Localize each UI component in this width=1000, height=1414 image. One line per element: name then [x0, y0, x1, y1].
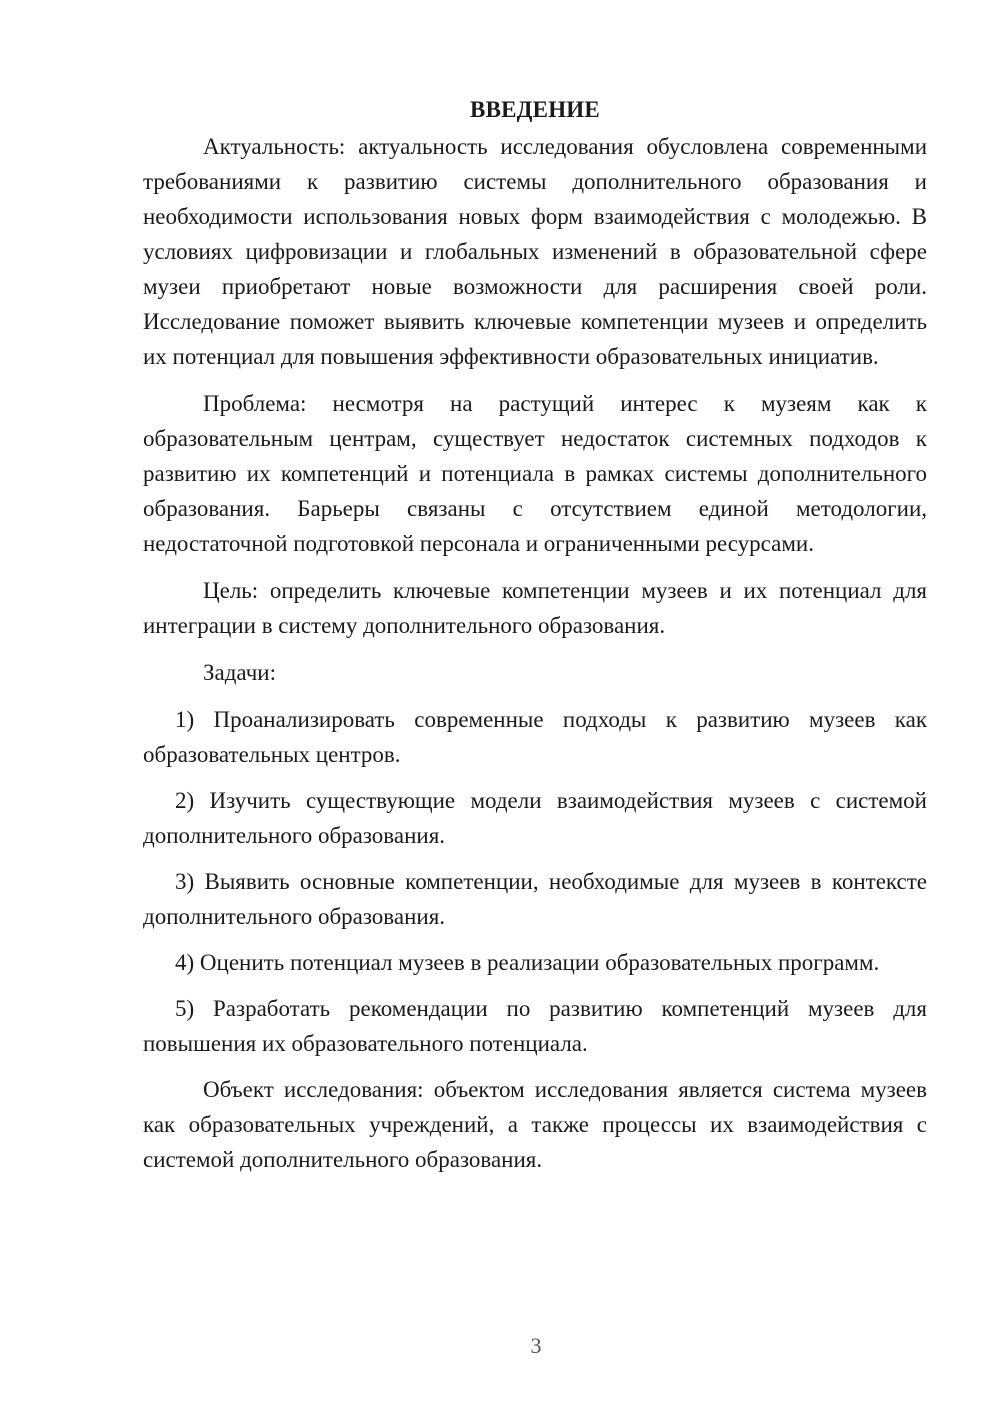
- task-item: 2) Изучить существующие модели взаимодействия музеев с системой дополнительного образования.: [143, 788, 927, 848]
- page-content: [143, 92, 927, 1189]
- task-item: 4) Оценить потенциал музеев в реализации образовательных программ.: [175, 950, 880, 975]
- task-item: 3) Выявить основные компетенции, необходимые для музеев в контексте дополнительного образования.: [143, 869, 927, 929]
- section-heading: ВВЕДЕНИЕ: [470, 97, 600, 122]
- relevance-paragraph: Актуальность: актуальность исследования обусловлена современными требованиями к развитию системы дополнительного образования и необходимости использования новых форм взаимодействия с молодежью. В условиях цифровизации и глобальных изменений в образовательной сфере музеи приобретают новые возможности для расширения своей роли. Исследование поможет выявить ключевые компетенции музеев и определить их потенциал для повышения эффективности образовательных инициатив.: [143, 134, 927, 369]
- problem-paragraph: Проблема: несмотря на растущий интерес к музеям как к образовательным центрам, существует недостаток системных подходов к развитию их компетенций и потенциала в рамках системы дополнительного образования. Барьеры связаны с отсутствием единой методологии, недостаточной подготовкой персонала и ограниченными ресурсами.: [143, 391, 927, 556]
- page-number: 3: [530, 1333, 542, 1358]
- task-item: 1) Проанализировать современные подходы к развитию музеев как образовательных центров.: [143, 707, 927, 767]
- goal-paragraph: Цель: определить ключевые компетенции музеев и их потенциал для интеграции в систему дополнительного образования.: [143, 578, 927, 638]
- task-item: 5) Разработать рекомендации по развитию компетенций музеев для повышения их образовательного потенциала.: [143, 996, 927, 1056]
- object-paragraph: Объект исследования: объектом исследования является система музеев как образовательных учреждений, а также процессы их взаимодействия с системой дополнительного образования.: [143, 1077, 927, 1172]
- tasks-heading: Задачи:: [203, 660, 276, 685]
